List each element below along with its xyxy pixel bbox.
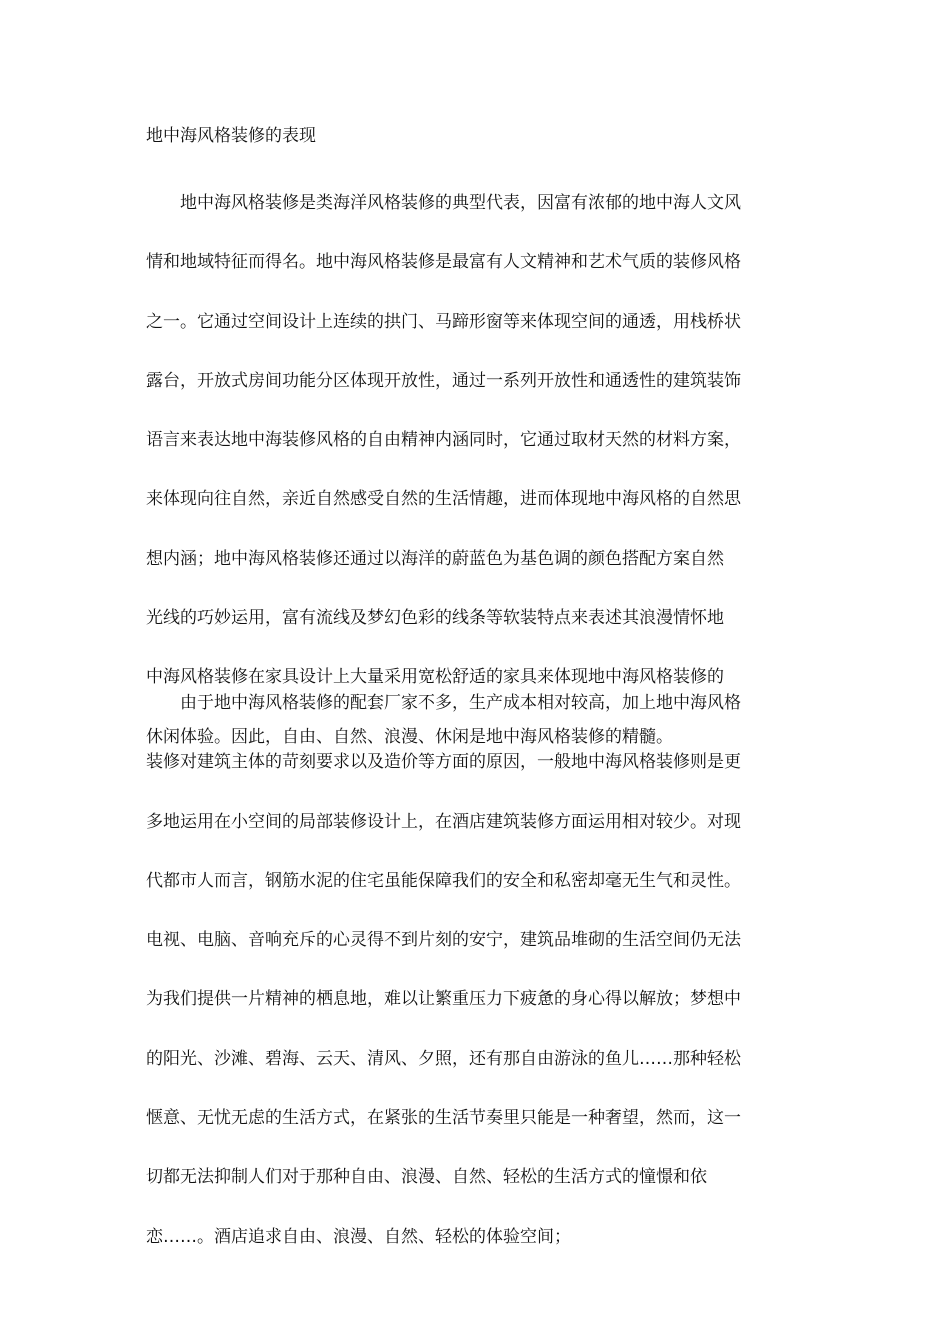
text-line: 装修对建筑主体的苛刻要求以及造价等方面的原因，一般地中海风格装修则是更 [146, 752, 741, 773]
text-line: 地中海风格装修是类海洋风格装修的典型代表，因富有浓郁的地中海人文风 [180, 193, 741, 213]
text-line: 休闲体验。因此，自由、自然、浪漫、休闲是地中海风格装修的精髓。 [146, 726, 673, 747]
text-line: 惬意、无忧无虑的生活方式，在紧张的生活节奏里只能是一种奢望，然而，这一 [146, 1108, 741, 1129]
text-line: 电视、电脑、音响充斥的心灵得不到片刻的安宁，建筑品堆砌的生活空间仍无法 [146, 930, 741, 951]
text-line: 多地运用在小空间的局部装修设计上，在酒店建筑装修方面运用相对较少。对现 [146, 811, 741, 832]
text-line: 代都市人而言，钢筋水泥的住宅虽能保障我们的安全和私密却毫无生气和灵性。 [146, 870, 741, 891]
document-title: 地中海风格装修的表现 [146, 126, 316, 146]
text-line: 中海风格装修在家具设计上大量采用宽松舒适的家具来体现地中海风格装修的 [146, 667, 724, 688]
text-line: 想内涵；地中海风格装修还通过以海洋的蔚蓝色为基色调的颜色搭配方案自然 [146, 548, 724, 569]
paragraph-2 [146, 691, 826, 1284]
text-line: 的阳光、沙滩、碧海、云天、清风、夕照，还有那自由游泳的鱼儿……那种轻松 [146, 1048, 741, 1069]
text-line: 来体现向往自然，亲近自然感受自然的生活情趣，进而体现地中海风格的自然思 [146, 489, 741, 510]
text-line: 恋……。酒店追求自由、浪漫、自然、轻松的体验空间； [146, 1226, 571, 1247]
text-line: 由于地中海风格装修的配套厂家不多，生产成本相对较高，加上地中海风格 [180, 693, 741, 713]
text-line: 为我们提供一片精神的栖息地，难以让繁重压力下疲惫的身心得以解放；梦想中 [146, 989, 741, 1010]
text-line: 之一。它通过空间设计上连续的拱门、马蹄形窗等来体现空间的通透，用栈桥状 [146, 311, 741, 332]
text-line: 切都无法抑制人们对于那种自由、浪漫、自然、轻松的生活方式的憧憬和依 [146, 1167, 707, 1188]
text-line: 情和地域特征而得名。地中海风格装修是最富有人文精神和艺术气质的装修风格 [146, 252, 741, 273]
text-line: 光线的巧妙运用，富有流线及梦幻色彩的线条等软装特点来表述其浪漫情怀地 [146, 608, 724, 629]
text-line: 语言来表达地中海装修风格的自由精神内涵同时，它通过取材天然的材料方案， [146, 430, 741, 451]
text-line: 露台，开放式房间功能分区体现开放性，通过一系列开放性和通透性的建筑装饰 [146, 370, 741, 391]
